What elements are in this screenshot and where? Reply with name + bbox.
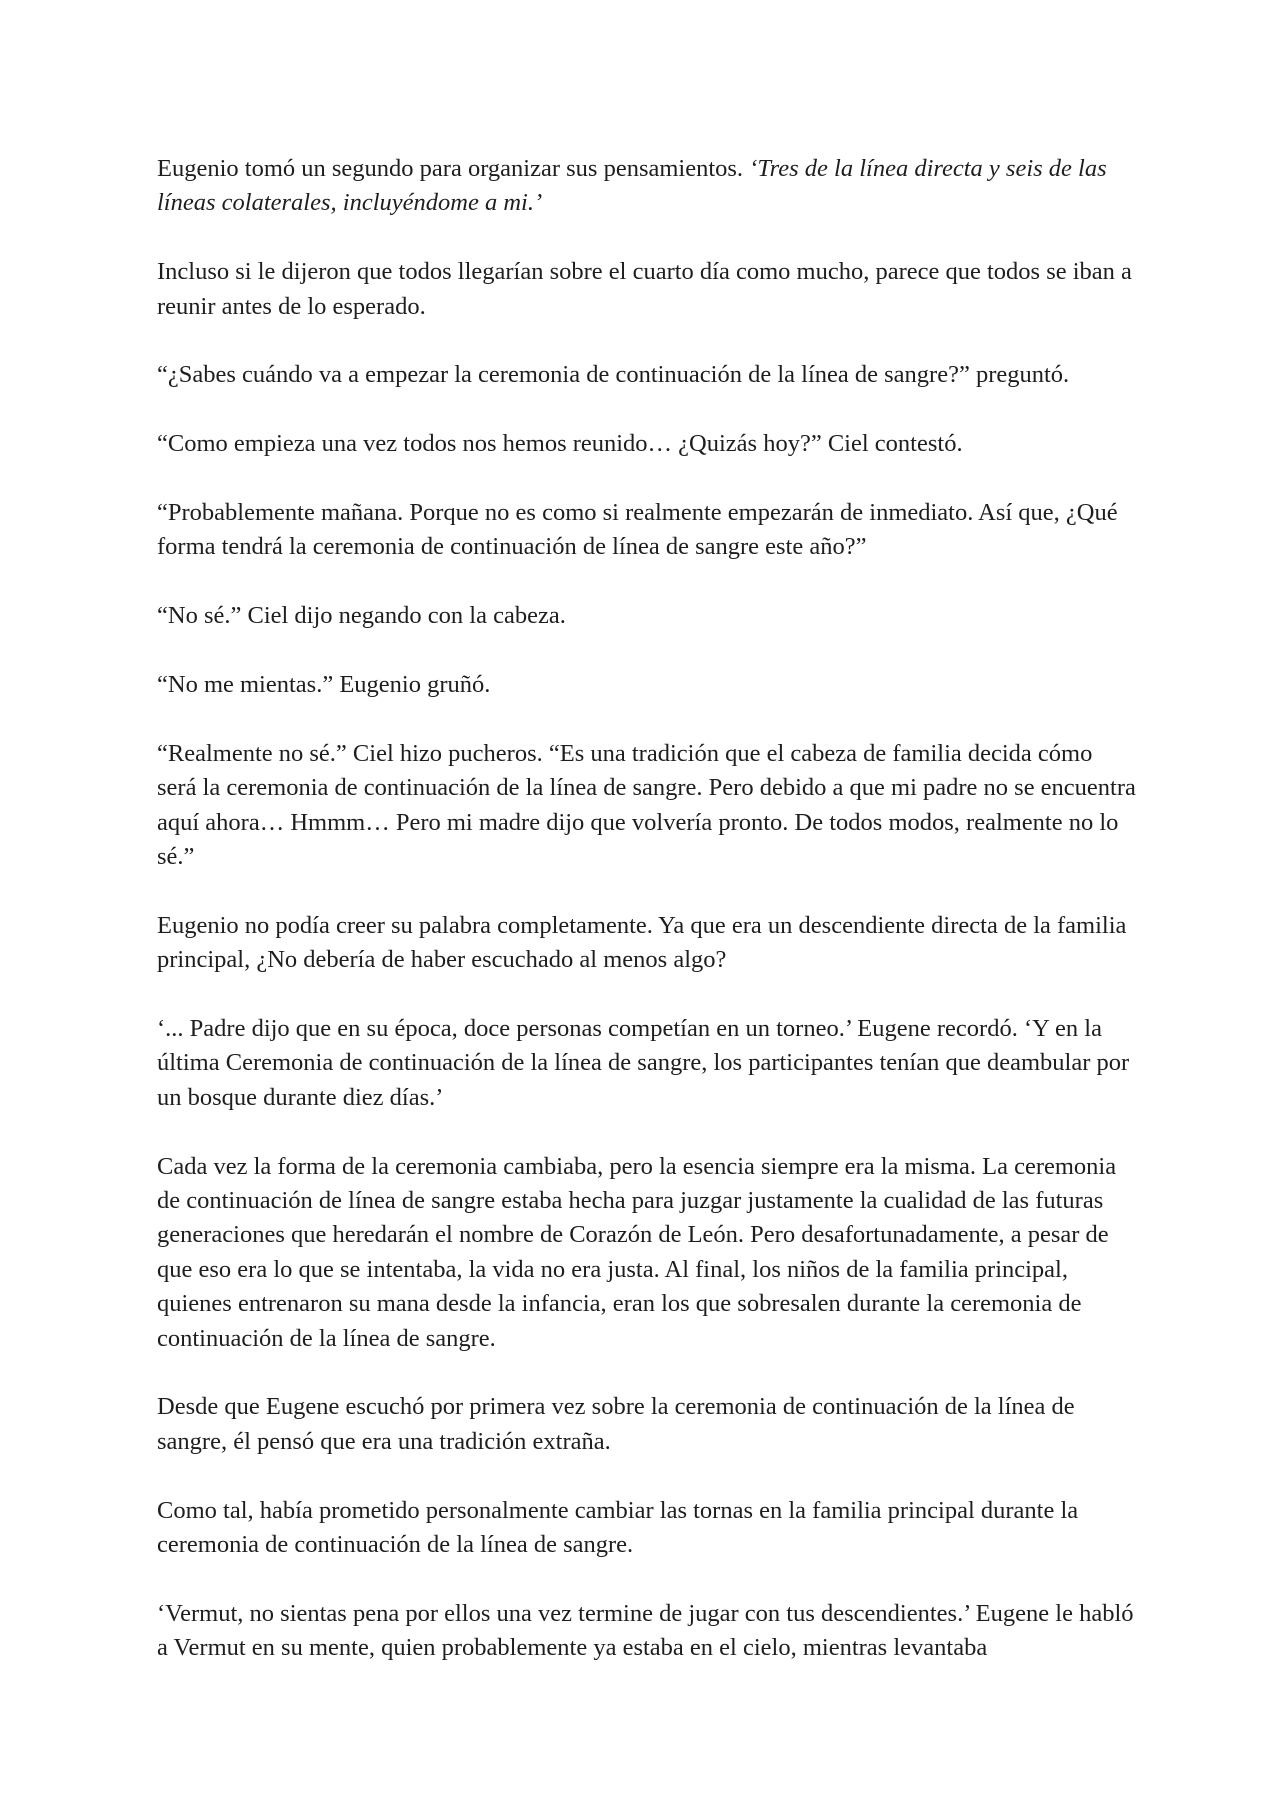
paragraph-9: Eugenio no podía creer su palabra completamente. Ya que era un descendiente directa de la familia principal, ¿No debería de haber escuchado al menos algo?: [157, 911, 1127, 974]
paragraph-8: “Realmente no sé.” Ciel hizo pucheros. “Es una tradición que el cabeza de familia decida cómo será la ceremonia de continuación de la línea de sangre. Pero debido a que mi padre no se encuentra aquí ahora… Hmmm… Pero mi madre dijo que volvería pronto. De todos modos, realmente no lo sé.”: [157, 739, 1136, 871]
paragraph-2: Incluso si le dijeron que todos llegarían sobre el cuarto día como mucho, parece que todos se iban a reunir antes de lo esperado.: [157, 258, 1132, 320]
paragraph-6: “No sé.” Ciel dijo negando con la cabeza.: [157, 602, 566, 630]
paragraph-1-text: Eugenio tomó un segundo para organizar sus pensamientos.: [157, 155, 750, 182]
paragraph-12: Desde que Eugene escuchó por primera vez sobre la ceremonia de continuación de la línea de sangre, él pensó que era una tradición extraña.: [157, 1393, 1075, 1455]
paragraph-13: Como tal, había prometido personalmente cambiar las tornas en la familia principal durante la ceremonia de continuación de la línea de sangre.: [157, 1496, 1079, 1559]
paragraph-3: “¿Sabes cuándo va a empezar la ceremonia de continuación de la línea de sangre?” preguntó.: [157, 361, 1070, 389]
paragraph-11: Cada vez la forma de la ceremonia cambiaba, pero la esencia siempre era la misma. La ceremonia de continuación de línea de sangre estaba hecha para juzgar justamente la cualidad de las futuras generaciones que heredarán el nombre de Corazón de León. Pero desafortunadamente, a pesar de que eso era lo que se intentaba, la vida no era justa. Al final, los niños de la familia principal, quienes entrenaron su mana desde la infancia, eran los que sobresalen durante la ceremonia de continuación de la línea de sangre.: [157, 1152, 1117, 1352]
paragraph-1-italic-thought: ‘Tres de la línea directa y seis de las líneas colaterales, incluyéndome a mi.’: [157, 155, 1107, 217]
paragraph-10: ‘... Padre dijo que en su época, doce personas competían en un torneo.’ Eugene recordó. ‘Y en la última Ceremonia de continuación de la línea de sangre, los participantes tenían que deambular por un bosque durante diez días.’: [157, 1015, 1130, 1111]
paragraph-7: “No me mientas.” Eugenio gruñó.: [157, 671, 491, 698]
document-body: [157, 152, 1137, 1666]
paragraph-1: [157, 152, 1137, 221]
paragraph-4: “Como empieza una vez todos nos hemos reunido… ¿Quizás hoy?” Ciel contestó.: [157, 430, 963, 458]
paragraph-14: ‘Vermut, no sientas pena por ellos una vez termine de jugar con tus descendientes.’ Eugene le habló a Vermut en su mente, quien probablemente ya estaba en el cielo, mientras levantaba: [157, 1599, 1134, 1662]
paragraph-5: “Probablemente mañana. Porque no es como si realmente empezarán de inmediato. Así que, ¿Qué forma tendrá la ceremonia de continuación de línea de sangre este año?”: [157, 499, 1118, 561]
